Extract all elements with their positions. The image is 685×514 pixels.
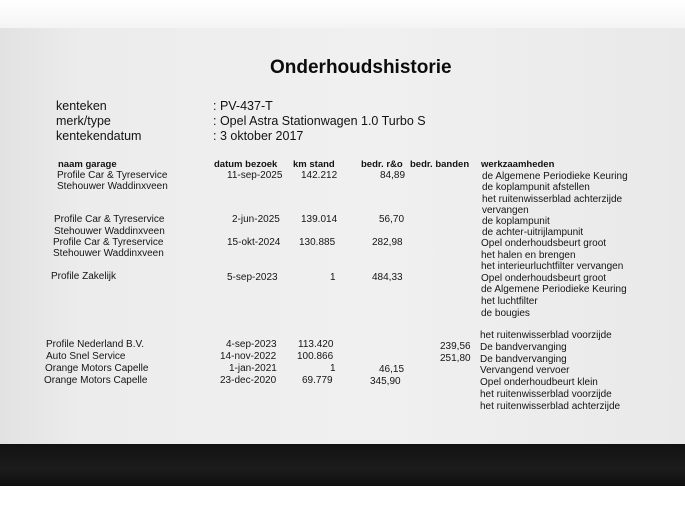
garage-name: Auto Snel Service	[46, 351, 126, 362]
visit-date: 1-jan-2021	[229, 363, 277, 374]
value-merk-type: : Opel Astra Stationwagen 1.0 Turbo S	[213, 114, 426, 128]
visit-date: 11-sep-2025	[227, 170, 283, 181]
work-item: het halen en brengen	[481, 250, 576, 261]
photo-dark-surface	[0, 444, 685, 486]
garage-name: Stehouwer Waddinxveen	[57, 181, 168, 192]
label-merk-type: merk/type	[56, 114, 111, 128]
amount-ro: 282,98	[372, 237, 403, 248]
work-item: Vervangend vervoer	[480, 365, 570, 376]
value-kentekendatum: : 3 oktober 2017	[213, 129, 304, 143]
work-item: het interieurluchtfilter vervangen	[481, 261, 624, 272]
work-item: Opel onderhoudsbeurt groot	[481, 273, 607, 284]
km-reading: 1	[330, 363, 336, 374]
amount-ro: 484,33	[372, 272, 403, 283]
garage-name: Profile Nederland B.V.	[46, 339, 145, 350]
amount-tires: 251,80	[440, 353, 471, 364]
visit-date: 4-sep-2023	[226, 339, 277, 350]
work-item: het ruitenwisserblad achterzijde	[480, 401, 621, 412]
amount-tires: 239,56	[440, 341, 471, 352]
garage-name: Profile Car & Tyreservice	[57, 170, 168, 181]
km-reading: 130.885	[299, 237, 336, 248]
work-item: de Algemene Periodieke Keuring	[481, 284, 627, 295]
work-item: het ruitenwisserblad achterzijde	[482, 194, 623, 205]
header-bedr-ro: bedr. r&o	[361, 159, 403, 170]
garage-name: Stehouwer Waddinxveen	[53, 248, 164, 259]
header-werkzaamheden: werkzaamheden	[481, 159, 555, 170]
work-item: de Algemene Periodieke Keuring	[482, 171, 628, 182]
photo-background-top	[0, 0, 685, 28]
visit-date: 2-jun-2025	[232, 214, 280, 225]
visit-date: 23-dec-2020	[220, 375, 277, 386]
header-bedr-banden: bedr. banden	[410, 159, 470, 170]
work-item: vervangen	[482, 205, 529, 216]
garage-name: Profile Car & Tyreservice	[54, 214, 165, 225]
value-kenteken: : PV-437-T	[213, 99, 273, 113]
work-item: de bougies	[481, 308, 530, 319]
work-item: Opel onderhoudbeurt klein	[480, 377, 598, 388]
amount-ro: 345,90	[370, 376, 401, 387]
garage-name: Stehouwer Waddinxveen	[54, 226, 165, 237]
garage-name: Orange Motors Capelle	[45, 363, 149, 374]
km-reading: 113.420	[298, 339, 334, 350]
document-title: Onderhoudshistorie	[270, 57, 452, 78]
work-item: het ruitenwisserblad voorzijde	[480, 330, 612, 341]
work-item: de achter-uitrijlampunit	[482, 227, 584, 238]
work-item: Opel onderhoudsbeurt groot	[481, 238, 607, 249]
work-item: De bandvervanging	[480, 342, 567, 353]
km-reading: 1	[330, 272, 336, 283]
amount-ro: 84,89	[380, 170, 406, 181]
km-reading: 139.014	[301, 214, 338, 225]
work-item: het luchtfilter	[481, 296, 538, 307]
amount-ro: 56,70	[379, 214, 405, 225]
work-item: De bandvervanging	[480, 354, 567, 365]
garage-name: Profile Car & Tyreservice	[53, 237, 164, 248]
work-item: de koplampunit	[482, 216, 550, 227]
km-reading: 100.866	[297, 351, 334, 362]
header-datum-bezoek: datum bezoek	[214, 159, 278, 170]
visit-date: 15-okt-2024	[227, 237, 281, 248]
amount-ro: 46,15	[379, 364, 405, 375]
label-kenteken: kenteken	[56, 99, 107, 113]
work-item: het ruitenwisserblad voorzijde	[480, 389, 612, 400]
garage-name: Orange Motors Capelle	[44, 375, 148, 386]
header-km-stand: km stand	[293, 159, 335, 170]
label-kentekendatum: kentekendatum	[56, 129, 142, 143]
garage-name: Profile Zakelijk	[51, 271, 117, 282]
header-naam-garage: naam garage	[58, 159, 117, 170]
work-item: de koplampunit afstellen	[482, 182, 590, 193]
km-reading: 69.779	[302, 375, 333, 386]
document-sheet	[0, 28, 685, 444]
km-reading: 142.212	[301, 170, 338, 181]
photo-background-bottom	[0, 486, 685, 514]
visit-date: 5-sep-2023	[227, 272, 278, 283]
visit-date: 14-nov-2022	[220, 351, 277, 362]
